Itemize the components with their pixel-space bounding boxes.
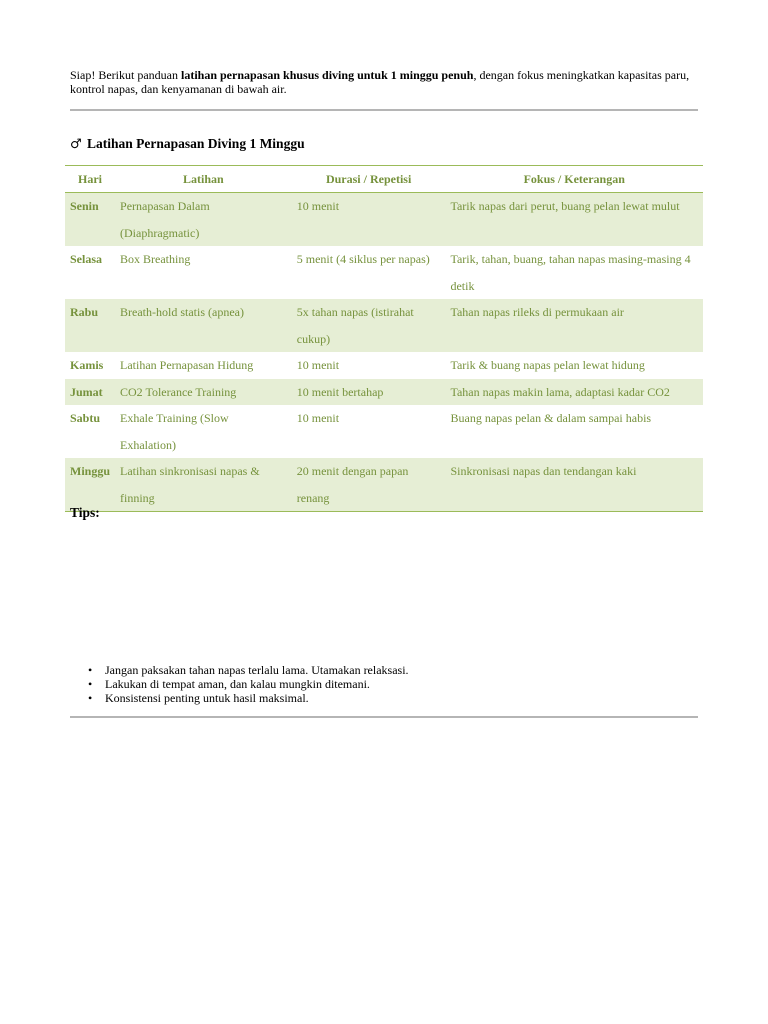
cell-exercise: Breath-hold statis (apnea)	[115, 299, 292, 352]
cell-focus: Sinkronisasi napas dan tendangan kaki	[445, 458, 703, 512]
cell-exercise: Exhale Training (Slow Exhalation)	[120, 411, 229, 452]
cell-day: Selasa	[70, 252, 103, 266]
table-row	[65, 458, 703, 512]
table-row	[65, 299, 703, 352]
tips-list	[70, 663, 409, 705]
cell-duration: 5 menit (4 siklus per napas)	[296, 252, 430, 266]
cell-day: Senin	[65, 193, 115, 247]
header-exercise: Latihan	[115, 166, 292, 193]
training-schedule-table	[65, 165, 703, 512]
table-row	[65, 405, 703, 458]
cell-focus: Tahan napas rileks di permukaan air	[445, 299, 703, 352]
cell-duration: 10 menit bertahap	[292, 379, 446, 406]
cell-day: Kamis	[70, 358, 104, 372]
male-sign-icon: ♂	[70, 137, 82, 152]
cell-duration: 20 menit dengan papan renang	[292, 458, 446, 512]
table-row	[65, 193, 703, 247]
intro-suffix: , dengan fokus meningkatkan kapasitas paru, kontrol napas, dan kenyamanan di bawah air.	[70, 68, 690, 96]
table-row	[65, 246, 703, 299]
cell-exercise: Pernapasan Dalam (Diaphragmatic)	[115, 193, 292, 247]
cell-exercise: Latihan Pernapasan Hidung	[120, 358, 254, 372]
cell-duration: 10 menit	[296, 411, 340, 425]
cell-day: Sabtu	[70, 411, 101, 425]
header-day: Hari	[65, 166, 115, 193]
header-focus: Fokus / Keterangan	[445, 166, 703, 193]
cell-focus: Tahan napas makin lama, adaptasi kadar CO2	[445, 379, 703, 406]
cell-exercise: Latihan sinkronisasi napas & finning	[115, 458, 292, 512]
header-duration: Durasi / Repetisi	[292, 166, 446, 193]
cell-focus: Tarik napas dari perut, buang pelan lewat mulut	[445, 193, 703, 247]
table-header-row	[65, 166, 703, 193]
list-item: • Konsistensi penting untuk hasil maksimal.	[105, 691, 409, 705]
list-item: • Lakukan di tempat aman, dan kalau mungkin ditemani.	[105, 677, 409, 691]
cell-day: Rabu	[65, 299, 115, 352]
cell-duration: 5x tahan napas (istirahat cukup)	[292, 299, 446, 352]
intro-paragraph	[70, 68, 700, 96]
table-row	[65, 352, 703, 379]
cell-focus: Tarik & buang napas pelan lewat hidung	[450, 358, 645, 372]
list-item: • Jangan paksakan tahan napas terlalu lama. Utamakan relaksasi.	[105, 663, 409, 677]
intro-prefix: Siap! Berikut panduan	[70, 68, 181, 82]
cell-focus: Tarik, tahan, buang, tahan napas masing-masing 4 detik	[450, 252, 691, 293]
tips-heading: Tips:	[70, 505, 100, 520]
cell-duration: 10 menit	[296, 358, 340, 372]
section-title: Latihan Pernapasan Diving 1 Minggu	[87, 136, 305, 151]
cell-day: Jumat	[65, 379, 115, 406]
table-row	[65, 379, 703, 406]
section-heading	[70, 136, 305, 153]
cell-day: Minggu	[65, 458, 115, 512]
cell-exercise: Box Breathing	[120, 252, 191, 266]
cell-focus: Buang napas pelan & dalam sampai habis	[450, 411, 652, 425]
horizontal-rule-top	[70, 109, 698, 111]
horizontal-rule-bottom	[70, 716, 698, 718]
cell-duration: 10 menit	[292, 193, 446, 247]
cell-exercise: CO2 Tolerance Training	[115, 379, 292, 406]
intro-emphasis: latihan pernapasan khusus diving untuk 1 minggu penuh	[180, 68, 474, 82]
